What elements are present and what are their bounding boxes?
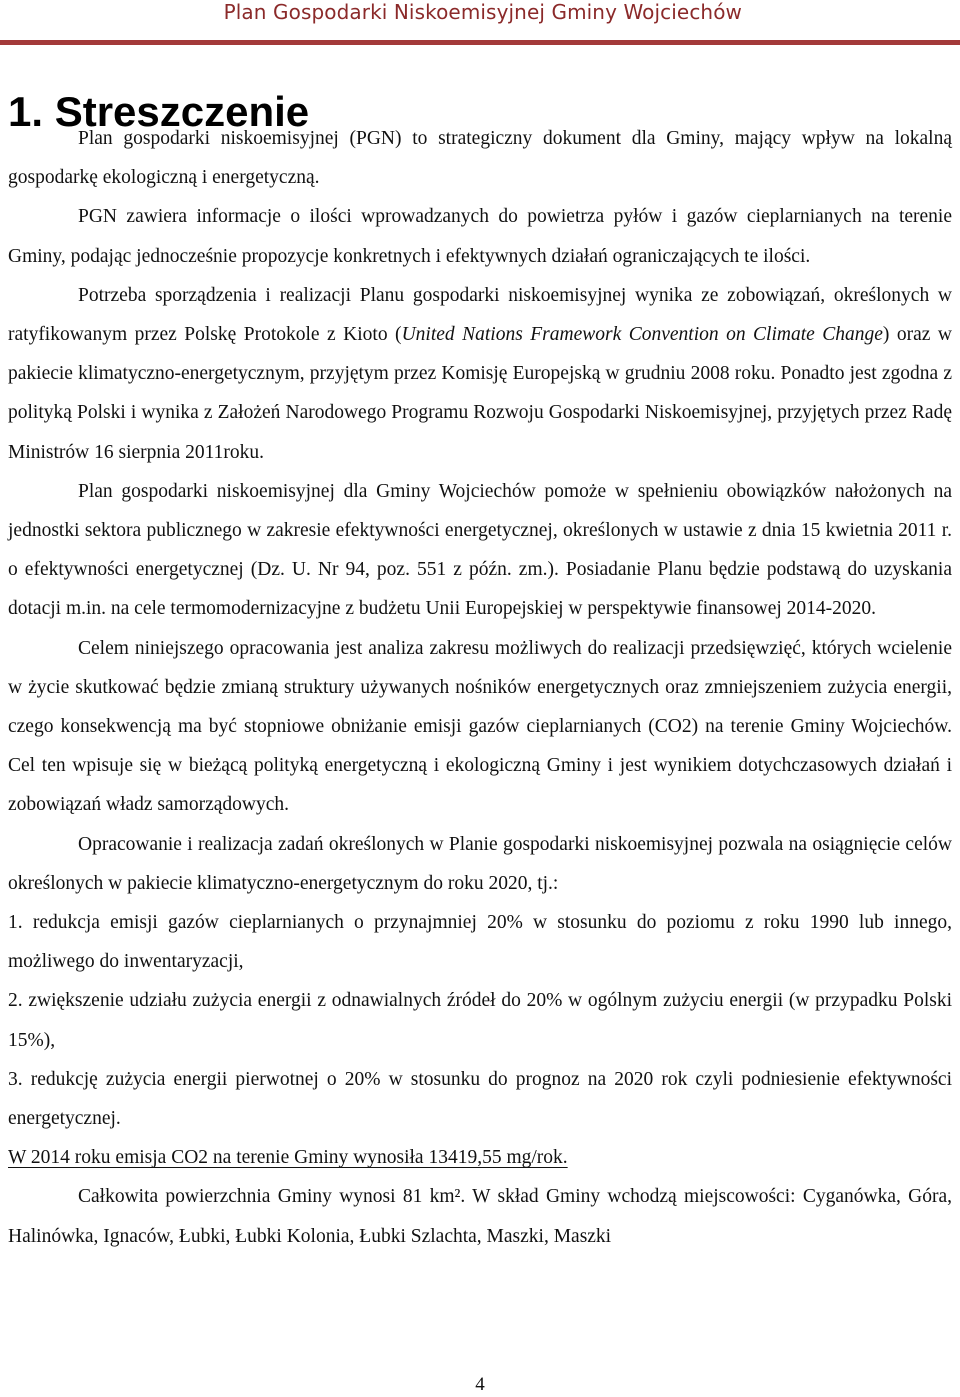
- running-header-title: Plan Gospodarki Niskoemisyjnej Gminy Wojciechów: [223, 0, 742, 24]
- list-item: 2. zwiększenie udziału zużycia energii z odnawialnych źródeł do 20% w ogólnym zużyciu energii (w przypadku Polski 15%),: [8, 990, 952, 1051]
- emission-text: W 2014 roku emisja CO2 na terenie Gminy wynosiła 13419,55 mg/rok.: [8, 1147, 568, 1169]
- paragraph-area: Całkowita powierzchnia Gminy wynosi 81 km². W skład Gminy wchodzą miejscowości: Cyganówka, Góra, Halinówka, Ignaców, Łubki, Łubki Kolonia, Łubki Szlachta, Maszki, Maszki: [8, 1186, 952, 1247]
- paragraph-pgn-definition: Plan gospodarki niskoemisyjnej (PGN) to strategiczny dokument dla Gminy, mający wpływ na lokalną gospodarkę ekologiczną i energetyczną.: [8, 128, 952, 189]
- unfccc-name: United Nations Framework Convention on Climate Change: [401, 324, 883, 346]
- paragraph-obligations: Plan gospodarki niskoemisyjnej dla Gminy Wojciechów pomoże w spełnieniu obowiązków nałożonych na jednostki sektora publicznego w zakresie efektywności energetycznej, określonych w ustawie z dnia 15 kwietnia 2011 r. o efektywności energetycznej (Dz. U. Nr 94, poz. 551 z późn. zm.). Posiadanie Planu będzie podstawą do uzyskania dotacji m.in. na cele termomodernizacyjne z budżetu Unii Europejskiej w perspektywie finansowej 2014-2020.: [8, 480, 952, 620]
- list-item: 3. redukcję zużycia energii pierwotnej o 20% w stosunku do prognoz na 2020 rok czyli podniesienie efektywności energetycznej.: [8, 1068, 952, 1130]
- header-divider: [0, 40, 960, 45]
- paragraph-legal-basis: [8, 276, 952, 472]
- paragraph-objective: Celem niniejszego opracowania jest analiza zakresu możliwych do realizacji przedsięwzięć, których wcielenie w życie skutkować będzie zmianą struktury używanych nośników energetycznych oraz zmniejszeniem zużycia energii, czego konsekwencją ma być stopniowe obniżanie emisji gazów cieplarnianych (CO2) na terenie Gminy Wojciechów. Cel ten wpisuje się w bieżącą polityką energetyczną i ekologiczną Gminy i jest wynikiem dotychczasowych działań i zobowiązań władz samorządowych.: [8, 637, 952, 816]
- document-body: [8, 119, 952, 1256]
- list-item: 1. redukcja emisji gazów cieplarnianych o przynajmniej 20% w stosunku do poziomu z roku 1990 lub innego, możliwego do inwentaryzacji,: [8, 912, 952, 973]
- paragraph-goals-intro: Opracowanie i realizacja zadań określonych w Planie gospodarki niskoemisyjnej pozwala na osiągnięcie celów określonych w pakiecie klimatyczno-energetycznym do roku 2020, tj.:: [8, 833, 952, 894]
- emission-statement: [8, 1138, 952, 1177]
- legal-basis-text-start: Potrzeba sporządzenia i realizacji Planu gospodarki niskoemisyjnej wynika ze zobowiązań, określonych w ratyfikowanym przez Polskę Protokole z Kioto (: [8, 284, 952, 346]
- legal-basis-text-end: ) oraz w pakiecie klimatyczno-energetycznym, przyjętym przez Komisję Europejską w grudniu 2008 roku. Ponadto jest zgodna z polityką Polski i wynika z Założeń Narodowego Programu Rozwoju Gospodarki Niskoemisyjnej, przyjętych przez Radę Ministrów 16 sierpnia 2011roku.: [8, 324, 952, 463]
- page-number: 4: [475, 1374, 485, 1395]
- section-title: 1. Streszczenie: [8, 88, 310, 136]
- paragraph-pgn-content: PGN zawiera informacje o ilości wprowadzanych do powietrza pyłów i gazów cieplarnianych na terenie Gminy, podając jednocześnie propozycje konkretnych i efektywnych działań ograniczających te ilości.: [8, 206, 952, 267]
